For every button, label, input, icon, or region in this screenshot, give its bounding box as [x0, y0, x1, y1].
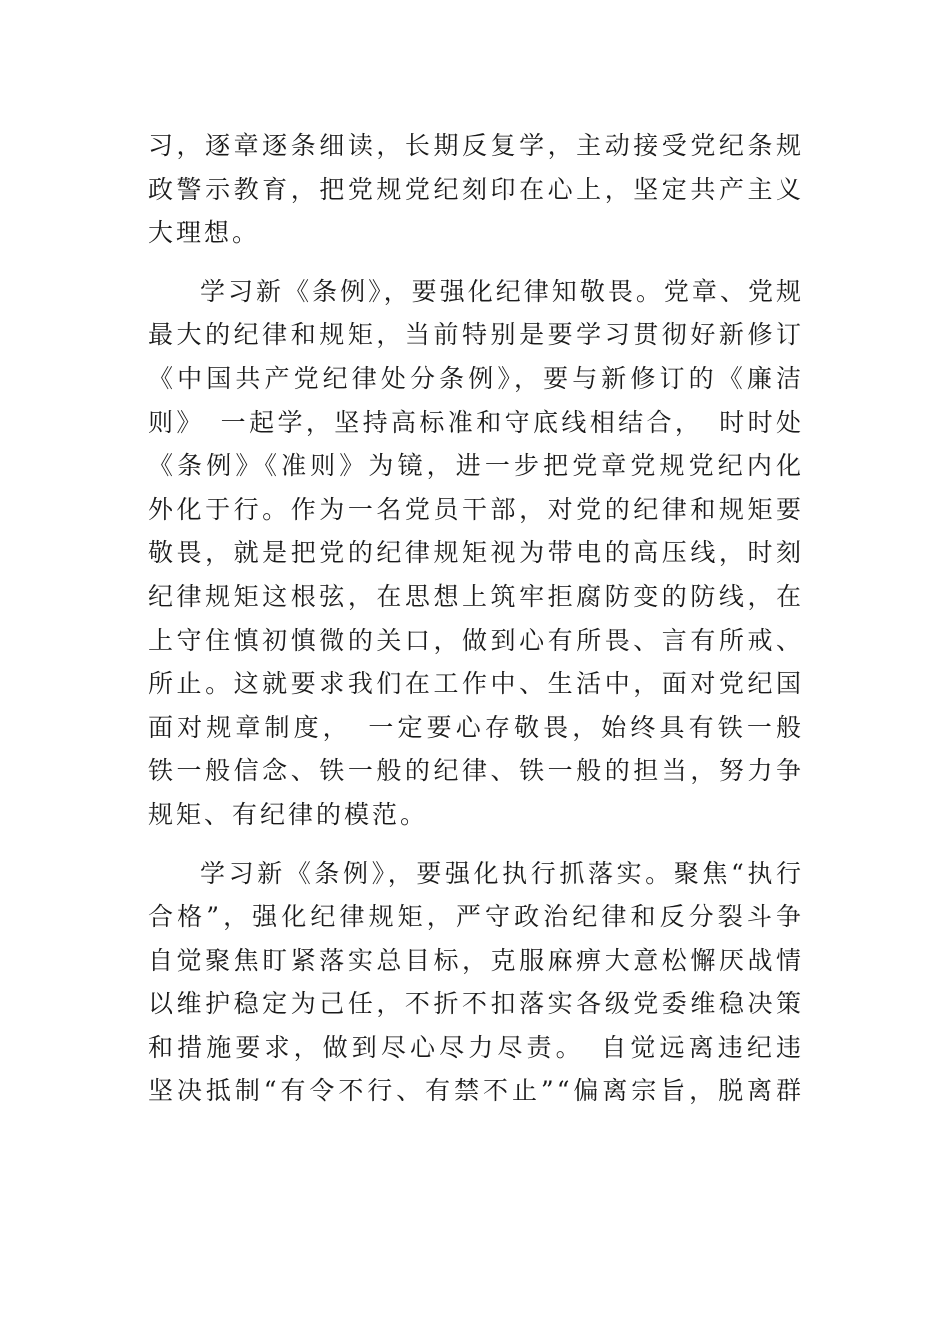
text-line: 和措施要求，做到尽心尽力尽责。 自觉远离违纪违: [148, 1032, 804, 1062]
paragraph-gap: [148, 837, 804, 852]
text-line: 面对规章制度， 一定要心存敬畏，始终具有铁一般: [148, 712, 804, 742]
text-line: 则》 一起学，坚持高标准和守底线相结合， 时时处: [148, 407, 804, 437]
text-line: 以维护稳定为己任，不折不扣落实各级党委维稳决策: [148, 989, 804, 1019]
text-line: 铁一般信念、铁一般的纪律、铁一般的担当，努力争: [148, 756, 804, 786]
document-body: [148, 124, 804, 1113]
text-line: 上守住慎初慎微的关口，做到心有所畏、言有所戒、: [148, 625, 804, 655]
text-line: 敬畏，就是把党的纪律规矩视为带电的高压线，时刻: [148, 538, 804, 568]
text-line: 大理想。: [148, 218, 261, 248]
text-line: 习，逐章逐条细读，长期反复学，主动接受党纪条规: [148, 131, 804, 160]
paragraph-first-line: 学习新《条例》，要强化执行抓落实。聚焦“执行: [200, 858, 804, 888]
text-line: 坚决抵制“有令不行、有禁不止”“偏离宗旨，脱离群: [148, 1076, 804, 1106]
text-line: 政警示教育，把党规党纪刻印在心上，坚定共产主义: [148, 174, 804, 204]
text-line: 纪律规矩这根弦，在思想上筑牢拒腐防变的防线，在: [148, 581, 804, 611]
paragraph-first-line: 学习新《条例》，要强化纪律知敬畏。党章、党规: [200, 276, 804, 306]
text-line: 最大的纪律和规矩，当前特别是要学习贯彻好新修订: [148, 320, 804, 350]
text-line: 合格”，强化纪律规矩，严守政治纪律和反分裂斗争: [148, 902, 804, 932]
text-line: 规矩、有纪律的模范。: [148, 799, 429, 829]
text-line: 外化于行。作为一名党员干部，对党的纪律和规矩要: [148, 494, 804, 524]
text-line: 《条例》《准则》为镜，进一步把党章党规党纪内化: [148, 451, 804, 481]
text-line: 所止。这就要求我们在工作中、生活中，面对党纪国: [148, 669, 804, 699]
text-line: 《中国共产党纪律处分条例》，要与新修订的《廉洁: [148, 363, 804, 393]
text-line: 自觉聚焦盯紧落实总目标，克服麻痹大意松懈厌战情: [148, 945, 804, 975]
paragraph-gap: [148, 255, 804, 270]
